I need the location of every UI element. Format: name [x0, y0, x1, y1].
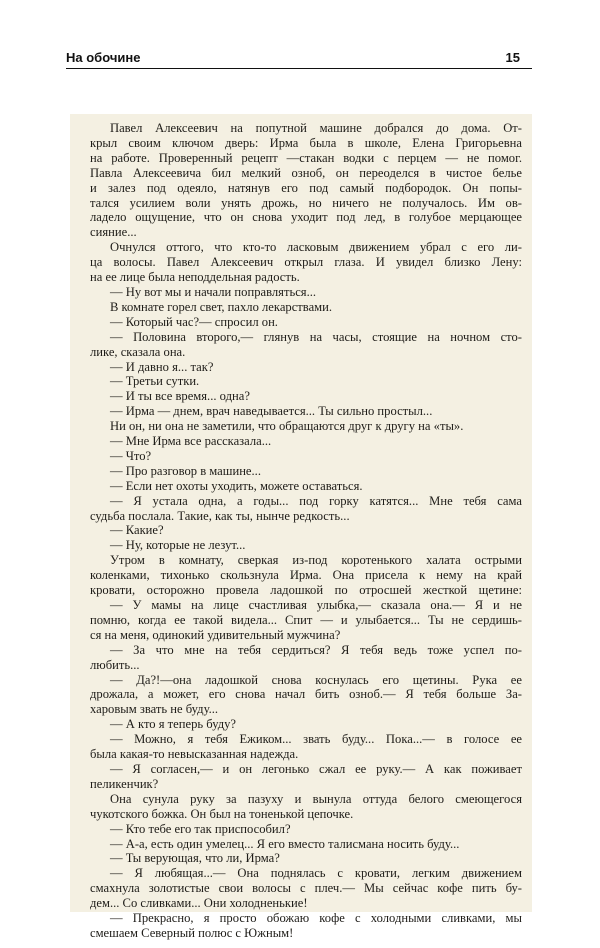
- paragraph-line: и залез под одеяло, натянув его под самый подбородок. Он попы-: [90, 180, 522, 195]
- paragraph-line: помню, когда ее такой видела... Спит — и улыбается... Ты не сердишь-: [90, 612, 522, 627]
- page-number: 15: [505, 50, 520, 65]
- paragraph-line: ся на меня, одинокий удивительный мужчина?: [90, 627, 341, 642]
- paragraph-line-indented: Очнулся оттого, что кто-то ласковым движением убрал с его ли-: [110, 240, 522, 255]
- paragraph-line-indented: — Третьи сутки.: [110, 374, 200, 389]
- paragraph-line-indented: — Ну вот мы и начали поправляться...: [110, 284, 317, 299]
- paragraph-line-indented: — Который час?— спросил он.: [110, 314, 278, 329]
- paragraph-line: коленками, тихонько скользнула Ирма. Она присела к нему на край: [90, 568, 522, 583]
- paragraph-line: пеликенчик?: [90, 776, 159, 791]
- paragraph-line-indented: — Какие?: [110, 523, 164, 538]
- paragraph-line: судьба послала. Такие, как ты, нынче редкость...: [90, 508, 350, 523]
- paragraph-line: харовым звать не буду...: [90, 702, 219, 717]
- paragraph-line-indented: — Мне Ирма все рассказала...: [110, 434, 272, 449]
- paragraph-line: кровати, осторожно провела ладошкой по отросшей жесткой щетине:: [90, 583, 522, 598]
- paragraph-line: на ее лице была неподдельная радость.: [90, 270, 300, 285]
- paragraph-line-indented: — И давно я... так?: [110, 359, 214, 374]
- paragraph-line: тался усилием воли унять дрожь, но ничего не получалось. Им ов-: [90, 195, 522, 210]
- paragraph-line-indented: — А кто я теперь буду?: [110, 717, 236, 732]
- paragraph-line-indented: — Я устала одна, а годы... под горку катятся... Мне тебя сама: [110, 493, 522, 508]
- paragraph-line-indented: — Прекрасно, я просто обожаю кофе с холодными сливками, мы: [110, 911, 522, 926]
- paragraph-line: ца волосы. Павел Алексеевич открыл глаза. И увидел близко Лену:: [90, 255, 522, 270]
- paragraph-line: Павла Алексеевича бил мелкий озноб, он переоделся в чистое белье: [90, 165, 522, 180]
- paragraph-line: ладело ощущение, что он снова уходит под лед, в голубое мерцающее: [90, 210, 522, 225]
- paragraph-line-indented: Ни он, ни она не заметили, что обращаются друг к другу на «ты».: [110, 419, 464, 434]
- paragraph-line-indented: — Если нет охоты уходить, можете оставаться.: [110, 478, 363, 493]
- paragraph-line: смахнула золотистые свои волосы с плеч.— Мы сейчас кофе пить бу-: [90, 881, 522, 896]
- paragraph-line: дрожала, а может, его снова начал бить озноб.— Я тебя больше За-: [90, 687, 522, 702]
- chapter-title: На обочине: [66, 50, 141, 65]
- paragraph-line-indented: Павел Алексеевич на попутной машине добрался до дома. От-: [110, 121, 522, 135]
- paragraph-line-indented: Она сунула руку за пазуху и вынула оттуда белого смеющегося: [110, 791, 522, 806]
- paragraph-line: на работе. Проверенный рецепт —стакан водки с перцем — не помог.: [90, 150, 522, 165]
- paragraph-line-indented: — Я согласен,— и он легонько сжал ее руку.— А как поживает: [110, 761, 522, 776]
- paragraph-line: была какая-то невысказанная надежда.: [90, 747, 299, 762]
- page-text-area: [70, 114, 532, 940]
- paragraph-line-indented: — Половина второго,— глянув на часы, стоящие на ночном сто-: [110, 329, 522, 344]
- paragraph-line-indented: — Можно, я тебя Ежиком... звать буду... Пока...— в голосе ее: [110, 732, 522, 747]
- paragraph-line: смешаем Северный полюс с Южным!: [90, 925, 294, 940]
- paragraph-line: лике, сказала она.: [90, 344, 186, 359]
- paragraph-line-indented: В комнате горел свет, пахло лекарствами.: [110, 299, 333, 314]
- paragraph-line-indented: — А-а, есть один умелец... Я его вместо талисмана носить буду...: [110, 836, 460, 851]
- paragraph-line-indented: — Я любящая...— Она поднялась с кровати, легким движением: [110, 866, 522, 881]
- paragraph-line: сияние...: [90, 225, 137, 240]
- paragraph-line-indented: — И ты все время... одна?: [110, 389, 250, 404]
- paragraph-line: чукотского божка. Он был на тоненькой цепочке.: [90, 806, 354, 821]
- paragraph-line-indented: — Ну, которые не лезут...: [110, 538, 246, 553]
- paragraph-line-indented: — Ты верующая, что ли, Ирма?: [110, 851, 280, 866]
- header-rule: [66, 68, 532, 69]
- paragraph-line-indented: — У мамы на лице счастливая улыбка,— сказала она.— Я и не: [110, 598, 522, 612]
- paragraph-line-indented: — Про разговор в машине...: [110, 463, 261, 478]
- paragraph-line-indented: — Кто тебе его так приспособил?: [110, 821, 291, 836]
- paragraph-line-indented: Утром в комнату, сверкая из-под коротенького халата острыми: [110, 553, 522, 568]
- paragraph-line-indented: — Что?: [110, 448, 152, 463]
- paragraph-line: любить...: [90, 657, 140, 672]
- paragraph-line-indented: — Да?!—она ладошкой снова коснулась его щетины. Рука ее: [110, 672, 522, 687]
- paragraph-line-indented: — Ирма — днем, врач наведывается... Ты сильно простыл...: [110, 404, 433, 419]
- paragraph-line-indented: — За что мне на тебя сердиться? Я тебя ведь тоже успел по-: [110, 642, 522, 657]
- paragraph-line: крыл своим ключом дверь: Ирма была в школе, Елена Григорьевна: [90, 135, 522, 150]
- paragraph-line: дем... Со сливками... Они холодненькие!: [90, 896, 308, 911]
- running-header: [66, 50, 530, 68]
